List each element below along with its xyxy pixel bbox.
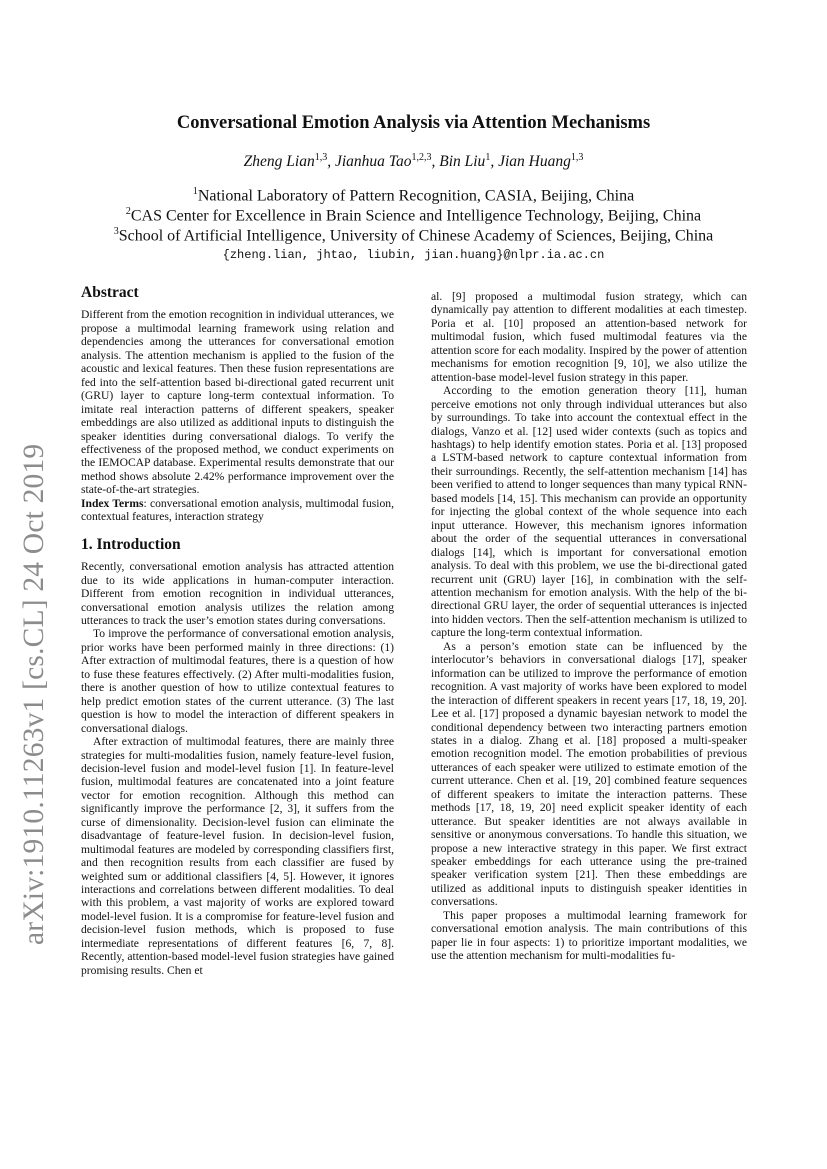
intro-paragraph: This paper proposes a multimodal learning framework for conversational emotion analysis. The main contributions of this paper lie in four aspects: 1) to prioritize important modalities, we use the attention mechanism for multi-modalities fu-: [431, 908, 747, 963]
intro-paragraph: According to the emotion generation theory [11], human perceive emotions not only through individual utterances but also by surroundings. To take into account the contextual effect in the dialogs, Vanzo et al. [12] used wider contexts (such as topics and hashtags) to help identify emotion states. Poria et al. [13] proposed a LSTM-based network to capture contextual information from their surroundings. Recently, the self-attention mechanism [14] has been verified to attend to longer sequences than many typical RNN-based models [14, 15]. This mechanism can provide an opportunity for injecting the global context of the whole sequence into each input utterance. However, this mechanism ignores information about the order of the sequential utterances in conversational dialogs [14], which is important for conversational emotion analysis. To deal with this problem, we use the bi-directional gated recurrent unit (GRU) layer [16], in combination with the self-attention mechanism for emotion analysis. With the help of the bi-directional GRU layer, the order of sequential utterances is injected into hidden vectors. Then the self-attention mechanism is utilized to capture the long-term contextual information.: [431, 384, 747, 640]
right-column: [431, 290, 747, 963]
paper-title: Conversational Emotion Analysis via Attention Mechanisms: [176, 113, 651, 133]
affiliation-2: $^2$CAS Center for Excellence in Brain Science and Intelligence Technology, Beijing, China: [125, 206, 702, 225]
affiliation-3: $^3$School of Artificial Intelligence, University of Chinese Academy of Sciences, Beijing, China: [113, 226, 714, 245]
author-list: [0, 152, 827, 171]
abstract-text: Different from the emotion recognition in individual utterances, we propose a multimodal learning framework using relation and dependencies among the utterances for conversational emotion analysis. The attention mechanism is applied to the fusion of the acoustic and lexical features. Then these fusion representations are fed into the self-attention based bi-directional gated recurrent unit (GRU) layer to capture long-term contextual information. To imitate real interaction patterns of different speakers, speaker embeddings are also utilized as additional inputs to distinguish the speaker identities during conversational dialogs. To verify the effectiveness of the proposed method, we conduct experiments on the IEMOCAP database. Experimental results demonstrate that our method shows absolute 2.42% performance improvement over the state-of-the-art strategies.: [81, 308, 394, 497]
author-emails: {zheng.lian, jhtao, liubin, jian.huang}@nlpr.ia.ac.cn: [222, 248, 605, 262]
author: Zheng Lian$^{1,3}$,: [243, 152, 335, 171]
affiliation-1: $^1$National Laboratory of Pattern Recognition, CASIA, Beijing, China: [192, 186, 635, 205]
intro-paragraph: Recently, conversational emotion analysis has attracted attention due to its wide applications in human-computer interaction. Different from emotion recognition in individual utterances, conversational emotion analysis utilizes the relation among utterances to track the user’s emotion states during conversations.: [81, 560, 394, 627]
abstract-heading: Abstract: [81, 284, 139, 301]
introduction-heading: 1. Introduction: [81, 535, 181, 553]
intro-paragraph: As a person’s emotion state can be influenced by the interlocutor’s behaviors in conversational dialogs [17], speaker information can be utilized to improve the performance of emotion recognition. A vast majority of works have been explored to model the interaction of different speakers in recent years [17, 18, 19, 20]. Lee et al. [17] proposed a dynamic bayesian network to model the conditional dependency between two interacting partners emotion states in a dialog. Zhang et al. [18] proposed a multi-speaker emotion recognition model. The emotion probabilities of previous utterances of each speaker were utilized to estimate emotion of the current utterance. Chen et al. [19, 20] combined feature sequences of different speakers to imitate the interaction patterns. These methods [17, 18, 19, 20] need explicit speaker identity of each utterance. But speaker identities are not always available in sensitive or anonymous conversations. To handle this situation, we propose a new interactive strategy in this paper. We first extract speaker embeddings for each utterance using the pre-trained speaker verification system [21]. Then these embeddings are utilized as additional inputs to distinguish speaker identities in conversations.: [431, 639, 747, 909]
author: Bin Liu$^1$,: [439, 152, 499, 171]
index-terms: Index Terms: conversational emotion analysis, multimodal fusion, contextual features, interaction strategy: [81, 496, 395, 524]
intro-paragraph: After extraction of multimodal features, there are mainly three strategies for multi-modalities fusion, namely feature-level fusion, decision-level fusion and model-level fusion [1]. In feature-level fusion, multimodal features are concatenated into a joint feature vector for emotion recognition. Although this method can significantly improve the performance [2, 3], it suffers from the curse of dimensionality. Decision-level fusion can eliminate the disadvantage of feature-level fusion. In decision-level fusion, multimodal features are modeled by corresponding classifiers first, and then recognition results from each classifier are fused by weighted sum or additional classifiers [4, 5]. However, it ignores interactions and correlations between different modalities. To deal with this problem, a vast majority of works are explored toward model-level fusion. It is a compromise for feature-level fusion and decision-level fusion methods, which is proposed to fuse intermediate representations of different features [6, 7, 8]. Recently, attention-based model-level fusion strategies have gained promising results. Chen et: [81, 735, 394, 977]
intro-paragraph: al. [9] proposed a multimodal fusion strategy, which can dynamically pay attention to different modalities at each timestep. Poria et al. [10] proposed an attention-based network for multimodal fusion, which fused multimodal features via the attention score for each modality. Inspired by the power of attention mechanisms for emotion recognition [9, 10], we also utilize the attention-base model-level fusion strategy in this paper.: [431, 290, 747, 384]
intro-paragraph: To improve the performance of conversational emotion analysis, prior works have been performed mainly in three directions: (1) After extraction of multimodal features, there is a question of how to fuse these features effectively. (2) After multi-modalities fusion, there is another question of how to utilize contextual features to help predict emotion states of the current utterance. (3) The last question is how to model the interaction of different speakers in conversational dialogs.: [81, 627, 394, 735]
left-column: [81, 286, 394, 977]
author: Jianhua Tao$^{1,2,3}$,: [334, 152, 440, 171]
author: Jian Huang$^{1,3}$: [498, 152, 584, 171]
arxiv-identifier-stamp: arXiv:1910.11263v1 [cs.CL] 24 Oct 2019: [18, 443, 50, 945]
